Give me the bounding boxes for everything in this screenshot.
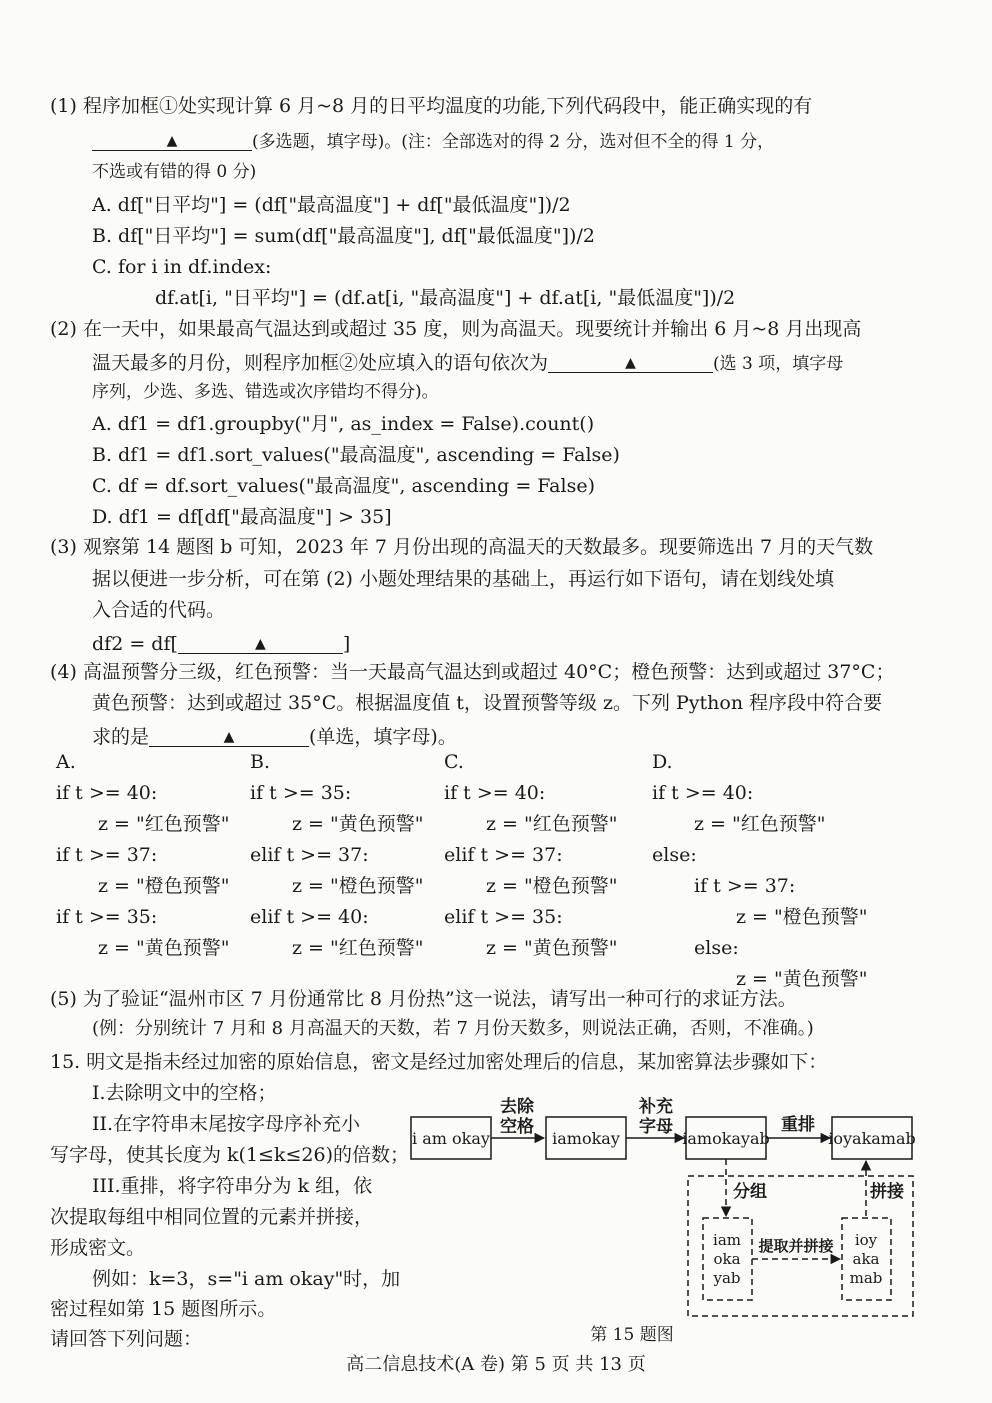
code-line: if t >= 37: — [56, 844, 158, 866]
extract-label: 提取并拼接 — [758, 1237, 834, 1255]
code-line: if t >= 37: — [694, 875, 796, 897]
code-line: elif t >= 37: — [444, 844, 563, 866]
group-row: oka — [713, 1250, 741, 1268]
q15-step: 写字母，使其长度为 k(1≤k≤26)的倍数； — [50, 1144, 409, 1166]
q14-3-line3: 入合适的代码。 — [92, 599, 226, 621]
q14-1-option-c-code: df.at[i, "日平均"] = (df.at[i, "最高温度"] + df.at[i, "最低温度"])/2 — [155, 287, 736, 309]
choice-c-label: C. — [444, 751, 464, 773]
code-line: z = "黄色预警" — [98, 937, 230, 959]
code-line: elif t >= 35: — [444, 906, 563, 928]
box-label: iamokayab — [682, 1129, 770, 1148]
q14-3-line2: 据以便进一步分析，可在第 (2) 小题处理结果的基础上，再运行如下语句，请在划线处填 — [92, 568, 834, 590]
q14-3-line1: (3) 观察第 14 题图 b 可知，2023 年 7 月份出现的高温天的天数最多。现要筛选出 7 月的天气数 — [50, 536, 874, 558]
group-label: 分组 — [733, 1182, 767, 1202]
code-line: if t >= 35: — [56, 906, 158, 928]
q15-example: 密过程如第 15 题图所示。 — [50, 1298, 277, 1320]
q15-step: 次提取每组中相同位置的元素并拼接， — [50, 1206, 374, 1228]
code-line: else: — [652, 844, 697, 866]
page-footer: 高二信息技术(A 卷) 第 5 页 共 13 页 — [346, 1354, 646, 1375]
choice-a-label: A. — [56, 751, 76, 773]
code-line: z = "橙色预警" — [98, 875, 230, 897]
arrow-label: 空格 — [500, 1117, 534, 1137]
q14-4-line2: 黄色预警：达到或超过 35°C。根据温度值 t，设置预警等级 z。下列 Python 程序段中符合要 — [92, 692, 883, 714]
code-line: else: — [694, 937, 739, 959]
triangle-icon: ▲ — [223, 729, 235, 745]
q14-2-option-b: B. df1 = df1.sort_values("最高温度", ascending = False) — [92, 444, 620, 466]
code-line: z = "红色预警" — [694, 813, 826, 835]
code-line: z = "黄色预警" — [486, 937, 618, 959]
q14-2-line1: (2) 在一天中，如果最高气温达到或超过 35 度，则为高温天。现要统计并输出 6 月~8 月出现高 — [50, 318, 862, 340]
code-line: if t >= 40: — [444, 782, 546, 804]
q14-4-line3-pre: 求的是 — [92, 726, 150, 748]
choice-d-label: D. — [652, 751, 673, 773]
arrow-label: 去除 — [500, 1097, 534, 1117]
box-label: i am okay — [412, 1129, 490, 1148]
code-prefix: df2 = df[ — [92, 633, 178, 655]
q14-2-option-a: A. df1 = df1.groupby("月", as_index = False).count() — [92, 413, 595, 435]
triangle-icon: ▲ — [166, 133, 178, 149]
q14-2-option-d: D. df1 = df[df["最高温度"] > 35] — [92, 506, 392, 528]
group-row: yab — [713, 1269, 741, 1287]
q14-4-line1: (4) 高温预警分三级，红色预警：当一天最高气温达到或超过 40°C；橙色预警：达到或超过 37°C； — [50, 661, 895, 683]
q14-1-line1: (1) 程序加框①处实现计算 6 月~8 月的日平均温度的功能,下列代码段中，能正确实现的有 — [50, 95, 813, 117]
q14-4-line3-post: (单选，填字母)。 — [309, 726, 457, 748]
group-row: ioy — [854, 1231, 878, 1249]
group-row: aka — [852, 1250, 880, 1268]
code-line: z = "橙色预警" — [486, 875, 618, 897]
code-line: z = "红色预警" — [292, 937, 424, 959]
q14-2-option-c: C. df = df.sort_values("最高温度", ascending = False) — [92, 475, 595, 497]
q14-2-line2-pre: 温天最多的月份，则程序加框②处应填入的语句依次为 — [92, 352, 549, 374]
q14-5-line1: (5) 为了验证“温州市区 7 月份通常比 8 月份热”这一说法，请写出一种可行的求证方法。 — [50, 988, 797, 1010]
join-label: 拼接 — [870, 1182, 904, 1202]
q15-step: II.在字符串末尾按字母序补充小 — [92, 1113, 361, 1135]
code-line: elif t >= 40: — [250, 906, 369, 928]
box-label: iamokay — [552, 1129, 620, 1148]
q14-2-line3: 序列，少选、多选、错选或次序错均不得分)。 — [92, 382, 439, 402]
code-line: if t >= 40: — [56, 782, 158, 804]
code-line: z = "黄色预警" — [292, 813, 424, 835]
code-line: z = "橙色预警" — [292, 875, 424, 897]
group-row: iam — [713, 1231, 741, 1249]
group-row: mab — [849, 1269, 883, 1287]
q14-1-line3: 不选或有错的得 0 分) — [92, 162, 257, 182]
q14-5-line2: (例：分别统计 7 月和 8 月高温天的天数，若 7 月份天数多，则说法正确，否则，不准确。) — [92, 1018, 814, 1039]
code-line: elif t >= 37: — [250, 844, 369, 866]
arrow-label: 重排 — [781, 1115, 815, 1135]
q14-2-line2-post: (选 3 项，填字母 — [713, 354, 844, 374]
q14-1-option-b: B. df["日平均"] = sum(df["最高温度"], df["最低温度"])/2 — [92, 225, 595, 247]
triangle-icon: ▲ — [625, 355, 636, 371]
figure-caption: 第 15 题图 — [590, 1325, 674, 1345]
q15-example: 例如：k=3，s="i am okay"时，加 — [92, 1268, 401, 1290]
q15-intro: 15. 明文是指未经过加密的原始信息，密文是经过加密处理后的信息，某加密算法步骤如下： — [50, 1051, 828, 1073]
arrow-label: 字母 — [639, 1117, 673, 1137]
code-line: if t >= 35: — [250, 782, 352, 804]
q15-prompt: 请回答下列问题： — [50, 1328, 203, 1350]
q14-1-line2-text: (多选题，填字母)。(注：全部选对的得 2 分，选对但不全的得 1 分， — [252, 132, 775, 152]
code-suffix: ] — [342, 633, 351, 655]
q14-1-option-c: C. for i in df.index: — [92, 256, 272, 278]
q15-step: 形成密文。 — [50, 1237, 146, 1259]
q14-1-option-a: A. df["日平均"] = (df["最高温度"] + df["最低温度"])/2 — [92, 194, 571, 216]
code-line: z = "黄色预警" — [736, 968, 868, 990]
code-line: z = "红色预警" — [486, 813, 618, 835]
code-line: z = "橙色预警" — [736, 906, 868, 928]
triangle-icon: ▲ — [255, 636, 266, 652]
code-line: z = "红色预警" — [98, 813, 230, 835]
q15-step: I.去除明文中的空格； — [92, 1082, 277, 1104]
arrow-label: 补充 — [639, 1097, 673, 1117]
choice-b-label: B. — [250, 751, 271, 773]
q15-step: III.重排，将字符串分为 k 组，依 — [92, 1175, 373, 1197]
code-line: if t >= 40: — [652, 782, 754, 804]
box-label: ioyakamab — [828, 1129, 916, 1148]
